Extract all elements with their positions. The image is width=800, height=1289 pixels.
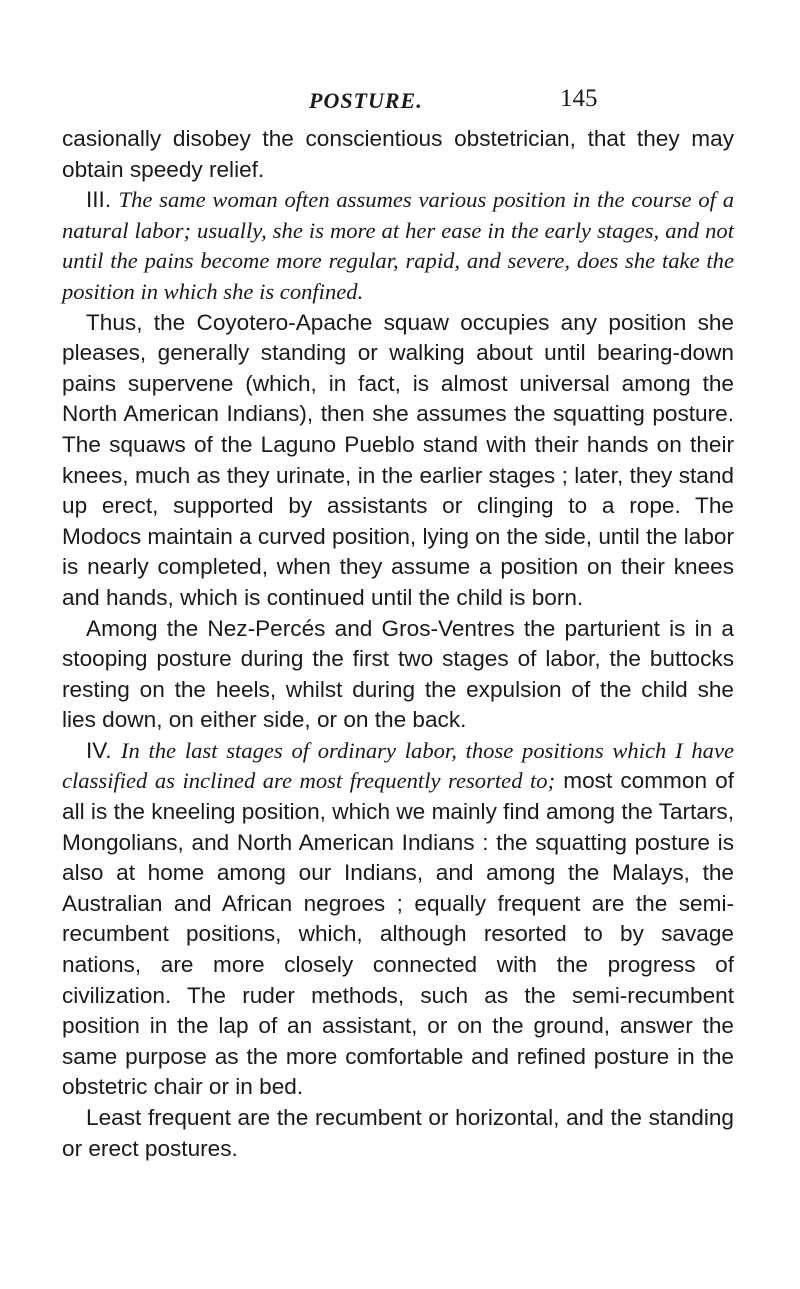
italic-statement: The same woman often assumes various position in the course of a natural labor; usually, she is more at her ease in the early stages, and not until the pains become more regular, rapid, and severe, does she take the position in which she is confined. <box>62 187 734 304</box>
paragraph-text: Least frequent are the recumbent or horizontal, and the standing or erect postures. <box>62 1105 734 1161</box>
body-text <box>62 124 734 1164</box>
running-head <box>0 80 800 120</box>
section-numeral: III. <box>86 187 119 213</box>
paragraph <box>62 736 734 1103</box>
paragraph <box>62 124 734 185</box>
section-numeral: IV. <box>86 737 121 763</box>
paragraph-text: most common of all is the kneeling position, which we mainly find among the Tartars, Mongolians, and North American Indians : the squatting posture is also at home among our Indians, and among the Malays, the Australian and African negroes ; equally frequent are the semi-recumbent positions, which, although resorted to by savage nations, are more closely connected with the progress of civilization. The ruder methods, such as the semi-recumbent position in the lap of an assistant, or on the ground, answer the same purpose as the more comfortable and refined posture in the obstetric chair or in bed. <box>62 768 734 1100</box>
paragraph <box>62 1103 734 1164</box>
paragraph <box>62 614 734 736</box>
paragraph-text: casionally disobey the conscientious obstetrician, that they may obtain speedy relief. <box>62 126 734 182</box>
paragraph-text: Among the Nez-Percés and Gros-Ventres the parturient is in a stooping posture during the first two stages of labor, the buttocks resting on the heels, whilst during the expulsion of the child she lies down, on either side, or on the back. <box>62 615 734 733</box>
page-number: 145 <box>560 85 598 112</box>
paragraph-text: Thus, the Coyotero-Apache squaw occupies any position she pleases, generally standing or walking about until bearing-down pains supervene (which, in fact, is almost universal among the North American Indians), then she assumes the squatting posture. The squaws of the Laguno Pueblo stand with their hands on their knees, much as they urinate, in the earlier stages ; later, they stand up erect, supported by assistants or clinging to a rope. The Modocs maintain a curved position, lying on the side, until the labor is nearly completed, when they assume a position on their knees and hands, which is continued until the child is born. <box>62 309 734 610</box>
italic-statement: In the last stages of ordinary labor, those positions which I have classified as inclined are most frequently resorted to; <box>62 737 734 794</box>
running-title: POSTURE. <box>309 88 423 113</box>
paragraph <box>62 185 734 307</box>
paragraph <box>62 308 734 614</box>
